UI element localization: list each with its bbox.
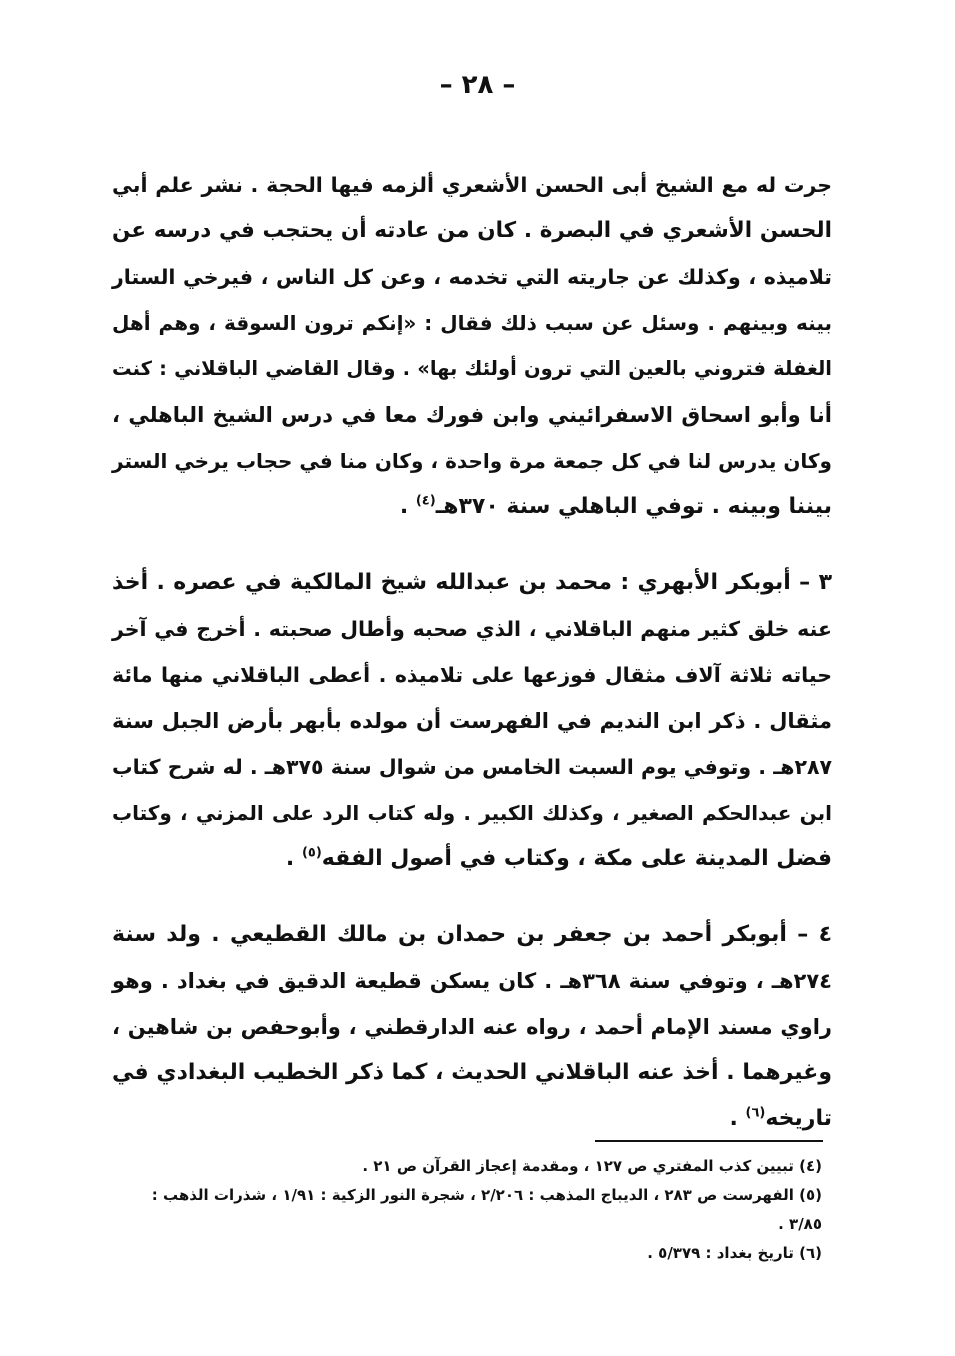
footnote-6: (٦) تاريخ بغداد : ٥/٣٧٩ . [647,1244,822,1262]
paragraph-2 [112,560,832,882]
text-line: مثقال . ذكر ابن النديم في الفهرست أن مولده بأبهر بأرض الجبل سنة [112,709,832,733]
footnote-5-continued: ٣/٨٥ . [778,1215,822,1233]
text-line: ٢٨٧هـ . وتوفي يوم السبت الخامس من شوال سنة ٣٧٥هـ . له شرح كتاب [112,755,832,779]
paragraph-spacer [112,530,832,560]
text-line-last [112,836,832,882]
main-text [112,162,832,1142]
footnote-ref-5[interactable]: (٥) [301,845,322,861]
text-line: ٣ – أبوبكر الأبهري : محمد بن عبدالله شيخ المالكية في عصره . أخذ [112,570,832,595]
text-line: الغفلة فتروني بالعين التي ترون أولئك بها» . وقال القاضي الباقلاني : كنت [112,357,832,380]
text-line: الحسن الأشعري في البصرة . كان من عادته أن يحتجب في درسه عن [112,218,832,243]
line-text: بيننا وبينه . توفي الباهلي سنة ٣٧٠هـ [435,494,832,519]
text-line: عنه خلق كثير منهم الباقلاني ، الذي صحبه وأطال صحبته . أخرج في آخر [112,617,832,641]
paragraph-1 [112,162,832,530]
line-tail: . [729,1106,746,1131]
footnote-ref-6[interactable]: (٦) [745,1105,766,1121]
line-tail: . [285,846,302,871]
footnote-divider [595,1140,823,1142]
line-text: فضل المدينة على مكة ، وكتاب في أصول الفقه [321,846,832,871]
line-tail: . [399,494,416,519]
text-line-last [112,484,832,530]
footnotes [108,1152,822,1268]
text-line: راوي مسند الإمام أحمد ، رواه عنه الدارقطني ، وأبوحفص بن شاهين ، [112,1015,832,1039]
page-number: – ٢٨ – [439,70,516,100]
text-line: جرت له مع الشيخ أبى الحسن الأشعري ألزمه فيها الحجة . نشر علم أبي [112,173,832,197]
text-line: ابن عبدالحكم الصغير ، وكذلك الكبير . وله كتاب الرد على المزني ، وكتاب [112,801,832,825]
text-line: وكان يدرس لنا في كل جمعة مرة واحدة ، وكان منا في حجاب يرخي الستر [112,449,832,473]
text-line: أنا وأبو اسحاق الاسفرائيني وابن فورك معا في درس الشيخ الباهلي ، [112,403,832,427]
text-line: وغيرهما . أخذ عنه الباقلاني الحديث ، كما ذكر الخطيب البغدادي في [112,1060,832,1085]
text-line-last [112,1096,832,1142]
text-line: ٤ – أبوبكر أحمد بن جعفر بن حمدان بن مالك القطيعي . ولد سنة [112,922,832,947]
text-line: بينه وبينهم . وسئل عن سبب ذلك فقال : «إنكم ترون السوقة ، وهم أهل [112,311,832,335]
text-line: حياته ثلاثة آلاف مثقال فوزعها على تلاميذه . أعطى الباقلاني منها مائة [112,663,832,687]
footnote-4: (٤) تبيين كذب المفتري ص ١٢٧ ، ومقدمة إعجاز القرآن ص ٢١ . [362,1157,822,1175]
paragraph-spacer [112,882,832,912]
paragraph-3 [112,912,832,1142]
footnote-5: (٥) الفهرست ص ٢٨٣ ، الديباج المذهب : ٢/٢٠٦ ، شجرة النور الزكية : ١/٩١ ، شذرات الذهب : [151,1186,822,1204]
line-text: تاريخه [765,1106,832,1131]
text-line: ٢٧٤هـ ، وتوفي سنة ٣٦٨هـ . كان يسكن قطيعة الدقيق في بغداد . وهو [112,969,832,993]
text-line: تلاميذه ، وكذلك عن جاريته التي تخدمه ، وعن كل الناس ، فيرخي الستار [112,265,832,289]
footnote-ref-4[interactable]: (٤) [415,493,436,509]
